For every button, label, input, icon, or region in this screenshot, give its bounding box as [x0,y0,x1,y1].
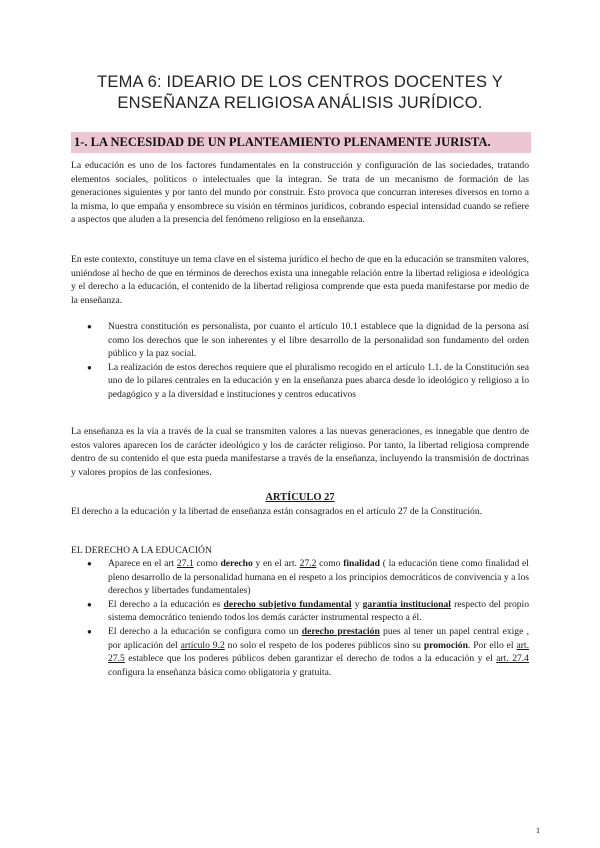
article-heading: ARTÍCULO 27 [265,492,335,503]
article-intro: El derecho a la educación y la libertad de enseñanza están consagrados en el artículo 27 de la Constitución. [71,506,483,517]
article-reference: art. 27.4 [496,653,529,665]
text-run: El derecho a la educación se configura como un [108,625,302,637]
text-run: . Por ello el [467,639,517,651]
article-reference: artículo 9.2 [180,639,225,651]
list-item-text: Nuestra constitución es personalista, por cuanto el artículo 10.1 establece que la dignidad de la persona así como los derechos que le son inherentes y el libre desarrollo de la personalidad son fundamento del orden público y la paz social. [108,321,529,360]
list-item-text: La realización de estos derechos requiere que el pluralismo recogido en el artículo 1.1. de la Constitución sea uno de lo pilares centrales en la educación y en la enseñanza pues abarca desde lo ideológico y religioso a lo pedagógico y a la diversidad e instituciones y centros educativos [108,361,529,400]
text-run: establece que los poderes públicos deben garantizar el derecho de todos a la educación y el [124,653,497,665]
page-number: 1 [536,826,540,835]
text-run: configura la enseñanza básica como obligatoria y gratuita. [108,666,332,678]
text-run: y [351,598,363,610]
list-item [71,598,529,625]
bullet-icon: ● [87,322,92,331]
keyword: finalidad [343,558,380,569]
text-run: Aparece en el art [108,558,177,569]
bullet-list-2 [71,557,529,679]
text-run: El derecho a la educación es [108,598,224,610]
document-title [60,72,540,114]
bullet-icon: ● [87,362,92,372]
keyword: garantía institucional [362,598,451,610]
bullet-icon: ● [87,599,92,609]
paragraph-1: La educación es uno de los factores fundamentales en la construcción y configuración de las sociedades, tratando elementos sociales, políticos o intelectuales que la integran. Se trata de un mecanismo de formación de las generaciones siguientes y por tanto del mundo por construir. Esto provoca que concurran intereses diversos en torno a la misma, lo que empaña y ensombrece su visión en términos jurídicos, cobrando especial intensidad cuando se refiere a aspectos que aluden a la presencia del fenómeno religioso en la enseñanza. [71,160,529,226]
list-item-text [108,599,529,624]
text-run: y en el art. [252,558,300,569]
bullet-icon: ● [87,626,92,636]
subheading: EL DERECHO A LA EDUCACIÓN [71,545,212,556]
article-reference: 27.1 [176,558,194,569]
list-item-text [108,626,529,678]
list-item [71,320,529,361]
title-line-1: TEMA 6: IDEARIO DE LOS CENTROS DOCENTES Y [97,73,503,91]
text-run: como [193,558,221,569]
article-reference: art. 27.5 [108,639,530,665]
paragraph-2: En este contexto, constituye un tema clave en el sistema jurídico el hecho de que en la educación se transmiten valores, uniéndose al hecho de que en términos de derechos exista una innegable relación entre la libertad religiosa e ideológica y el derecho a la educación, el contenido de la libertad religiosa comprende que esta pueda manifestarse por medio de la enseñanza. [71,254,529,306]
article-reference: 27.2 [299,558,317,569]
section-heading: 1-. LA NECESIDAD DE UN PLANTEAMIENTO PLENAMENTE JURISTA. [71,132,531,153]
title-line-2: ENSEÑANZA RELIGIOSA ANÁLISIS JURÍDICO. [117,94,483,112]
keyword: derecho prestación [301,625,380,637]
list-item-text [108,558,529,596]
list-item [71,625,529,679]
text-run: respecto del propio sistema democrático teniendo todos los demás carácter instrumental respecto a él. [108,598,529,624]
bullet-icon: ● [87,559,92,568]
list-item [71,361,529,402]
text-run: ( la educación tiene como finalidad el pleno desarrollo de la personalidad humana en el respeto a los principios democráticos de convivencia y a los derechos y libertades fundamentales) [108,558,529,597]
keyword: promoción [423,639,468,651]
bullet-list-1 [71,320,529,402]
keyword: derecho [220,558,253,569]
list-item [71,557,529,598]
text-run: como [316,558,344,569]
text-run: no solo el respeto de los poderes públicos sino su [224,639,424,651]
text-run: pues al tener un papel central exige , por aplicación del [108,625,529,651]
paragraph-3: La enseñanza es la vía a través de la cual se transmiten valores a las nuevas generaciones, es innegable que dentro de estos valores aparecen los de carácter ideológico y los de carácter religioso. Por tanto, la libertad religiosa comprende dentro de su contenido el que esta pueda manifestarse a través de la enseñanza, incluyendo la transmisión de doctrinas y valores propios de las confesiones. [71,426,529,478]
keyword: derecho subjetivo fundamental [223,598,352,610]
